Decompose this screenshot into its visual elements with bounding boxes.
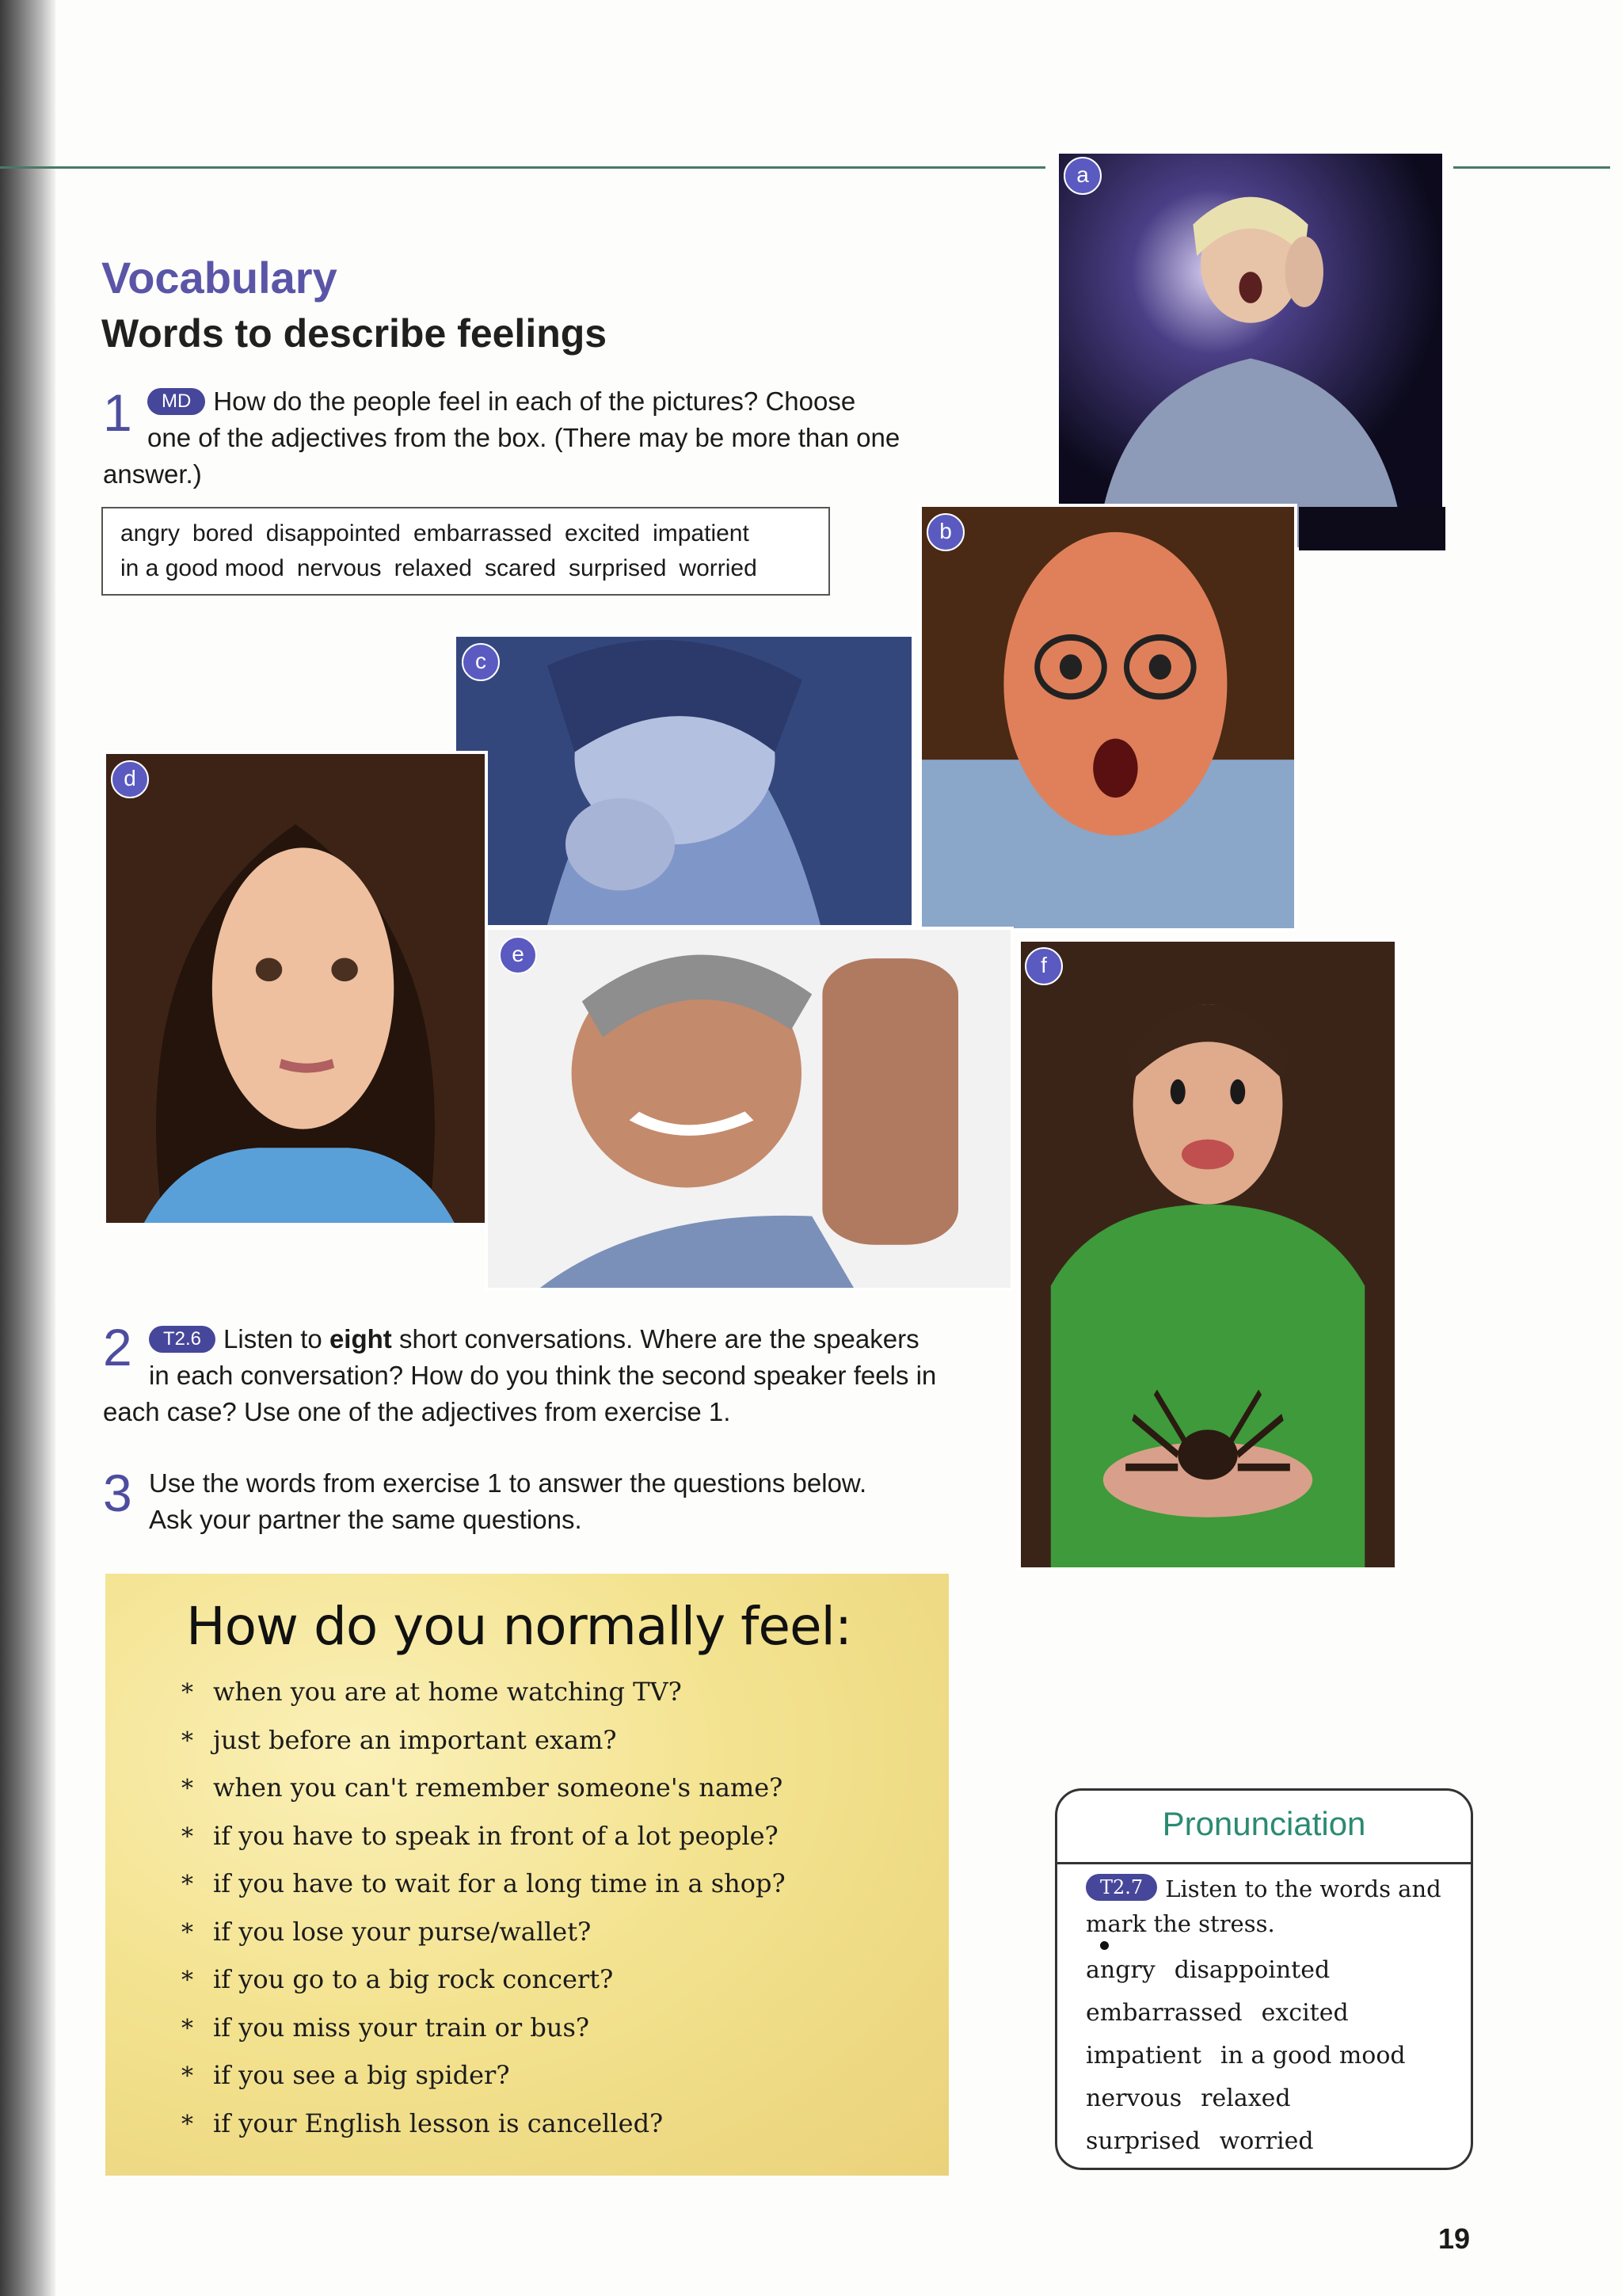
word-item: excited xyxy=(1261,1999,1349,2027)
word-item: impatient xyxy=(1086,2042,1201,2069)
asterisk-bullet: * xyxy=(181,2110,193,2138)
word-item: relaxed xyxy=(394,555,472,581)
exercise-3-line-2: Ask your partner the same questions. xyxy=(149,1505,582,1534)
list-item xyxy=(1086,2120,1425,2163)
word-item: angry xyxy=(1086,1956,1156,1984)
pronunciation-instruction xyxy=(1086,1871,1458,1941)
photo-label-b: b xyxy=(927,513,965,551)
page-number: 19 xyxy=(1438,2222,1471,2255)
question-list xyxy=(181,1669,786,2148)
photo-c-nervous-woman xyxy=(453,634,915,928)
word-item: in a good mood xyxy=(120,555,284,581)
exercise-2-line-2: in each conversation? How do you think the second speaker feels in xyxy=(149,1361,937,1390)
pronunciation-title: Pronunciation xyxy=(1162,1805,1366,1842)
question-text: just before an important exam? xyxy=(213,1724,617,1755)
section-title: Vocabulary xyxy=(101,253,337,303)
list-item xyxy=(181,2100,786,2149)
pronunciation-word-list xyxy=(1086,1949,1425,2163)
pronunciation-box xyxy=(1055,1788,1473,2170)
exercise-3-number: 3 xyxy=(103,1464,132,1522)
list-item xyxy=(181,1909,786,1957)
word-item: embarrassed xyxy=(413,520,553,546)
list-item xyxy=(181,2005,786,2053)
list-item xyxy=(1086,2077,1425,2120)
pronunciation-divider xyxy=(1057,1862,1471,1864)
question-text: if your English lesson is cancelled? xyxy=(213,2108,664,2138)
photo-label-e: e xyxy=(499,936,537,974)
question-text: when you can't remember someone's name? xyxy=(213,1772,783,1803)
photo-label-c: c xyxy=(462,643,500,681)
list-item xyxy=(1086,1992,1425,2035)
word-item: surprised xyxy=(569,555,667,581)
word-item: disappointed xyxy=(265,520,401,546)
adjective-word-box xyxy=(101,507,830,596)
book-binding-shadow xyxy=(0,0,55,2296)
word-item: nervous xyxy=(1086,2085,1182,2112)
exercise-3-line-1: Use the words from exercise 1 to answer the questions below. xyxy=(149,1468,867,1498)
pronunciation-instruction-text: Listen to the words and mark the stress. xyxy=(1086,1875,1441,1937)
exercise-2-text xyxy=(103,1318,1014,1430)
word-box-row-2 xyxy=(120,551,828,586)
asterisk-bullet: * xyxy=(181,2014,193,2043)
word-item: impatient xyxy=(653,520,749,546)
word-item: bored xyxy=(192,520,253,546)
photo-e-laughing-man xyxy=(485,927,1014,1291)
question-text: when you are at home watching TV? xyxy=(213,1677,682,1707)
question-text: if you have to speak in front of a lot people? xyxy=(213,1820,779,1851)
asterisk-bullet: * xyxy=(181,1967,193,1994)
exercise-1-line-2: one of the adjectives from the box. (There may be more than one xyxy=(147,423,900,452)
t2-6-audio-badge[interactable]: T2.6 xyxy=(149,1326,215,1353)
exercise-2-pre: Listen to xyxy=(223,1324,322,1354)
photo-a-scared-woman xyxy=(1056,150,1445,550)
question-text: if you lose your purse/wallet? xyxy=(213,1916,592,1947)
t2-7-audio-badge[interactable]: T2.7 xyxy=(1086,1874,1157,1901)
asterisk-bullet: * xyxy=(181,1727,193,1755)
question-text: if you have to wait for a long time in a shop? xyxy=(213,1868,786,1898)
photo-label-f: f xyxy=(1025,947,1063,985)
exercise-1-line-3: answer.) xyxy=(103,459,202,489)
exercise-3-text xyxy=(149,1465,1004,1538)
exercise-2-number: 2 xyxy=(103,1318,132,1376)
photo-b-surprised-man xyxy=(919,504,1297,931)
word-item: disappointed xyxy=(1174,1956,1331,1984)
word-item: angry xyxy=(120,520,181,546)
asterisk-bullet: * xyxy=(181,2062,193,2090)
asterisk-bullet: * xyxy=(181,1871,193,1898)
list-item xyxy=(181,1813,786,1861)
question-text: if you miss your train or bus? xyxy=(213,2012,590,2043)
list-item xyxy=(181,1765,786,1813)
md-audio-badge[interactable]: MD xyxy=(147,388,205,415)
exercise-1-text xyxy=(103,383,958,493)
exercise-2-line-3: each case? Use one of the adjectives from exercise 1. xyxy=(103,1397,731,1426)
photo-label-d: d xyxy=(111,760,149,798)
asterisk-bullet: * xyxy=(181,1918,193,1947)
asterisk-bullet: * xyxy=(181,1775,193,1803)
word-box-row-1 xyxy=(120,516,828,551)
list-item xyxy=(181,1717,786,1765)
word-item: relaxed xyxy=(1201,2085,1291,2112)
list-item xyxy=(181,1956,786,2005)
exercise-2-post: short conversations. Where are the speakers xyxy=(398,1324,920,1354)
asterisk-bullet: * xyxy=(181,1822,193,1851)
exercise-2-bold: eight xyxy=(329,1324,392,1354)
word-item: nervous xyxy=(296,555,382,581)
top-rule-right xyxy=(1453,166,1610,169)
question-text: if you see a big spider? xyxy=(213,2060,510,2090)
photo-d-sad-girl xyxy=(103,751,488,1226)
word-item: worried xyxy=(1219,2127,1314,2155)
feelings-heading: How do you normally feel: xyxy=(186,1596,852,1657)
list-item xyxy=(1086,1949,1425,1992)
word-item: scared xyxy=(484,555,557,581)
list-item xyxy=(181,1669,786,1717)
question-text: if you go to a big rock concert? xyxy=(213,1964,614,1994)
exercise-1-number: 1 xyxy=(103,383,132,442)
exercise-1-line-1: How do the people feel in each of the pictures? Choose xyxy=(213,386,856,416)
photo-a-dark-extension xyxy=(1299,507,1445,550)
word-item: surprised xyxy=(1086,2127,1201,2155)
feelings-question-box xyxy=(105,1574,949,2176)
top-rule-left xyxy=(0,166,1045,169)
asterisk-bullet: * xyxy=(181,1679,193,1707)
word-item: worried xyxy=(679,555,757,581)
word-item: excited xyxy=(565,520,641,546)
list-item xyxy=(181,2052,786,2100)
list-item xyxy=(1086,2035,1425,2077)
photo-label-a: a xyxy=(1064,157,1102,195)
photo-f-boy-with-spider xyxy=(1018,939,1398,1571)
word-item: embarrassed xyxy=(1086,1999,1243,2027)
section-subtitle: Words to describe feelings xyxy=(101,311,607,356)
list-item xyxy=(181,1860,786,1909)
word-item: in a good mood xyxy=(1220,2042,1406,2069)
